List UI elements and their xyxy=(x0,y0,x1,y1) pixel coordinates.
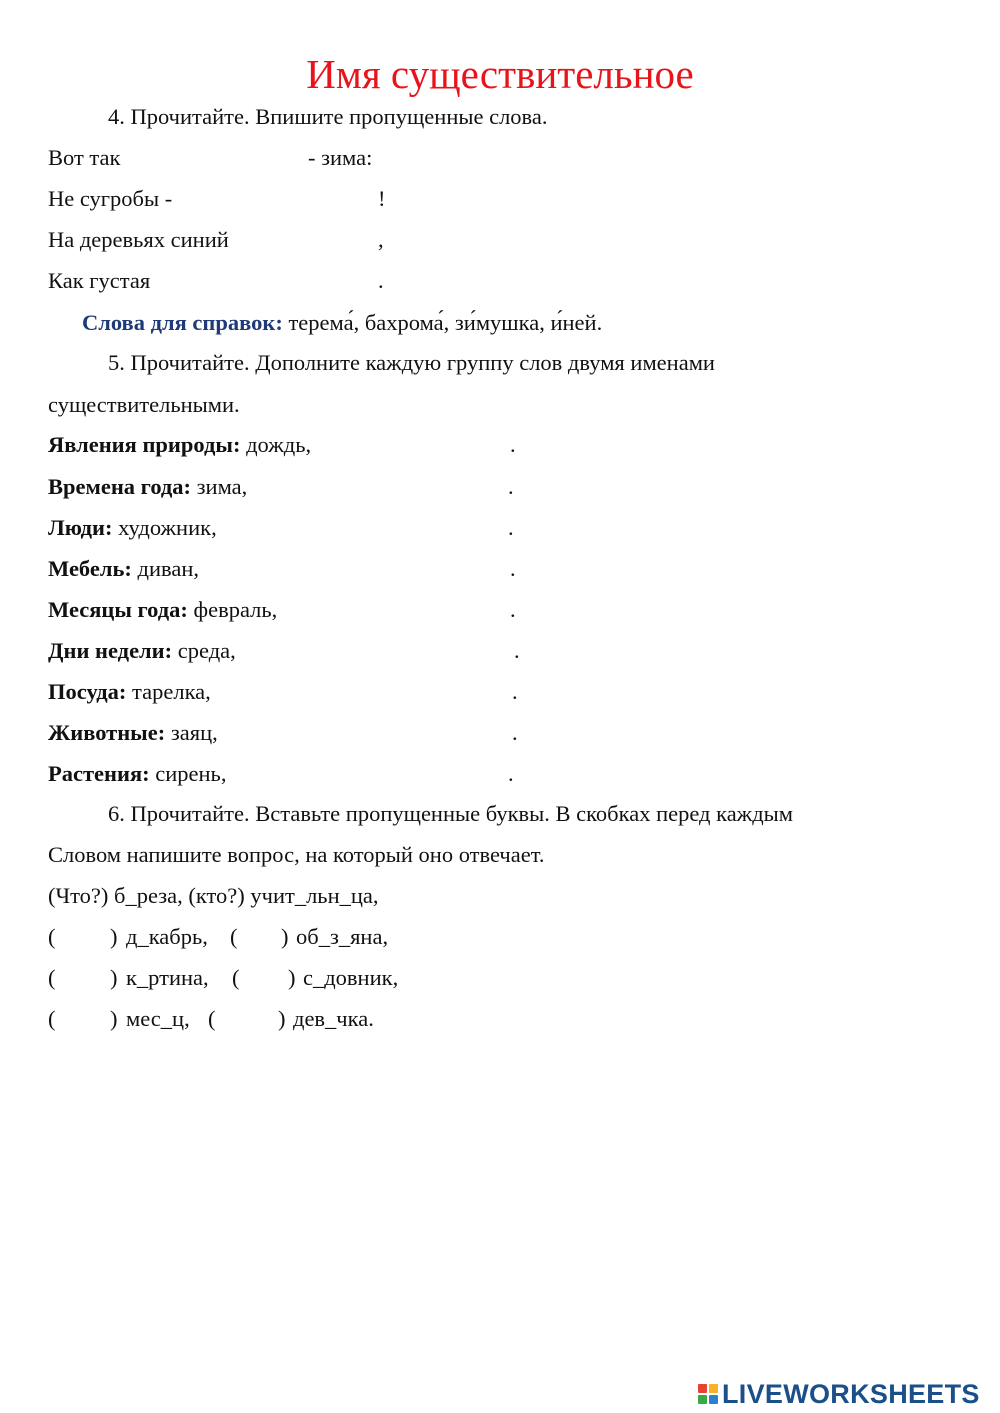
reference-words xyxy=(82,308,602,338)
group-label: Мебель: xyxy=(48,556,132,581)
question-blank-close: ) xyxy=(288,965,296,990)
group-end: . xyxy=(512,720,518,745)
group-label: Люди: xyxy=(48,515,113,540)
question-blank-open: ( xyxy=(48,924,56,949)
group-word: сирень, xyxy=(155,761,227,786)
poem-line-end: , xyxy=(378,227,384,252)
poem-line-start: Вот так xyxy=(48,145,121,170)
group-end: . xyxy=(514,638,520,663)
group-end: . xyxy=(512,679,518,704)
question-blank-open: ( xyxy=(48,965,56,990)
word-group xyxy=(48,513,548,543)
question-blank-close: ) xyxy=(281,924,289,949)
group-label: Дни недели: xyxy=(48,638,173,663)
logo-block xyxy=(698,1384,707,1393)
poem-line xyxy=(48,184,448,214)
question-blank-close: ) xyxy=(110,1006,118,1031)
group-word: тарелка, xyxy=(132,679,211,704)
reference-label: Слова для справок: xyxy=(82,310,283,335)
word-group xyxy=(48,718,548,748)
poem-line-end: ! xyxy=(378,186,386,211)
question-blank-close: ) xyxy=(110,924,118,949)
poem-line-start: Не сугробы - xyxy=(48,186,173,211)
group-label: Явления природы: xyxy=(48,432,241,457)
question-blank-open: ( xyxy=(232,965,240,990)
poem-line-end: - зима: xyxy=(308,145,373,170)
word-with-gaps: учит_льн_ца, xyxy=(250,883,379,908)
group-word: зима, xyxy=(196,474,248,499)
word-with-gaps: об_з_яна, xyxy=(296,924,389,949)
question-blank-close: ) xyxy=(110,965,118,990)
word-with-gaps: к_ртина, xyxy=(126,965,209,990)
group-label: Времена года: xyxy=(48,474,192,499)
word-group xyxy=(48,595,548,625)
group-word: диван, xyxy=(137,556,199,581)
group-word: заяц, xyxy=(170,720,218,745)
logo-text: LIVEWORKSHEETS xyxy=(722,1378,980,1409)
logo-block xyxy=(709,1384,718,1393)
word-group xyxy=(48,677,548,707)
group-word: дождь, xyxy=(246,432,312,457)
question-blank-close: ) xyxy=(278,1006,286,1031)
logo-block xyxy=(709,1395,718,1404)
word-group xyxy=(48,759,548,789)
group-end: . xyxy=(508,474,514,499)
word-with-gaps: д_кабрь, xyxy=(126,924,208,949)
question-blank: (кто?) xyxy=(188,883,245,908)
task5-instruction-cont: существительными. xyxy=(48,392,240,417)
group-word: февраль, xyxy=(193,597,278,622)
poem-line xyxy=(48,143,448,173)
task4-instruction: 4. Прочитайте. Впишите пропущенные слова. xyxy=(108,104,548,129)
task6-instruction-cont: Словом напишите вопрос, на который оно отвечает. xyxy=(48,842,545,867)
group-word: среда, xyxy=(177,638,236,663)
word-group xyxy=(48,554,548,584)
word-with-gaps: б_реза, xyxy=(114,883,183,908)
group-label: Посуда: xyxy=(48,679,127,704)
poem-line-start: Как густая xyxy=(48,268,151,293)
word-group xyxy=(48,636,548,666)
word-with-gaps: с_довник, xyxy=(303,965,399,990)
logo-blocks-icon xyxy=(698,1384,718,1404)
logo-block xyxy=(698,1395,707,1404)
task5-instruction: 5. Прочитайте. Дополните каждую группу слов двумя именами xyxy=(108,350,715,375)
exercise-row xyxy=(48,881,379,911)
question-blank: (Что?) xyxy=(48,883,109,908)
group-label: Растения: xyxy=(48,761,150,786)
question-blank-open: ( xyxy=(208,1006,216,1031)
question-blank-open: ( xyxy=(230,924,238,949)
word-group xyxy=(48,430,548,460)
poem-line-start: На деревьях синий xyxy=(48,227,229,252)
word-group xyxy=(48,472,548,502)
word-with-gaps: дев_чка. xyxy=(293,1006,374,1031)
group-end: . xyxy=(510,556,516,581)
group-label: Животные: xyxy=(48,720,166,745)
poem-line xyxy=(48,266,448,296)
poem-line-end: . xyxy=(378,268,384,293)
word-with-gaps: мес_ц, xyxy=(126,1006,190,1031)
group-word: художник, xyxy=(118,515,217,540)
reference-list: терема́, бахрома́, зи́мушка, и́ней. xyxy=(288,310,603,335)
group-label: Месяцы года: xyxy=(48,597,188,622)
group-end: . xyxy=(510,597,516,622)
task6-instruction: 6. Прочитайте. Вставьте пропущенные буквы. В скобках перед каждым xyxy=(108,801,794,826)
page-title: Имя существительное xyxy=(306,51,694,97)
group-end: . xyxy=(510,432,516,457)
group-end: . xyxy=(508,761,514,786)
poem-line xyxy=(48,225,448,255)
group-end: . xyxy=(508,515,514,540)
liveworksheets-logo[interactable] xyxy=(698,1377,980,1411)
question-blank-open: ( xyxy=(48,1006,56,1031)
